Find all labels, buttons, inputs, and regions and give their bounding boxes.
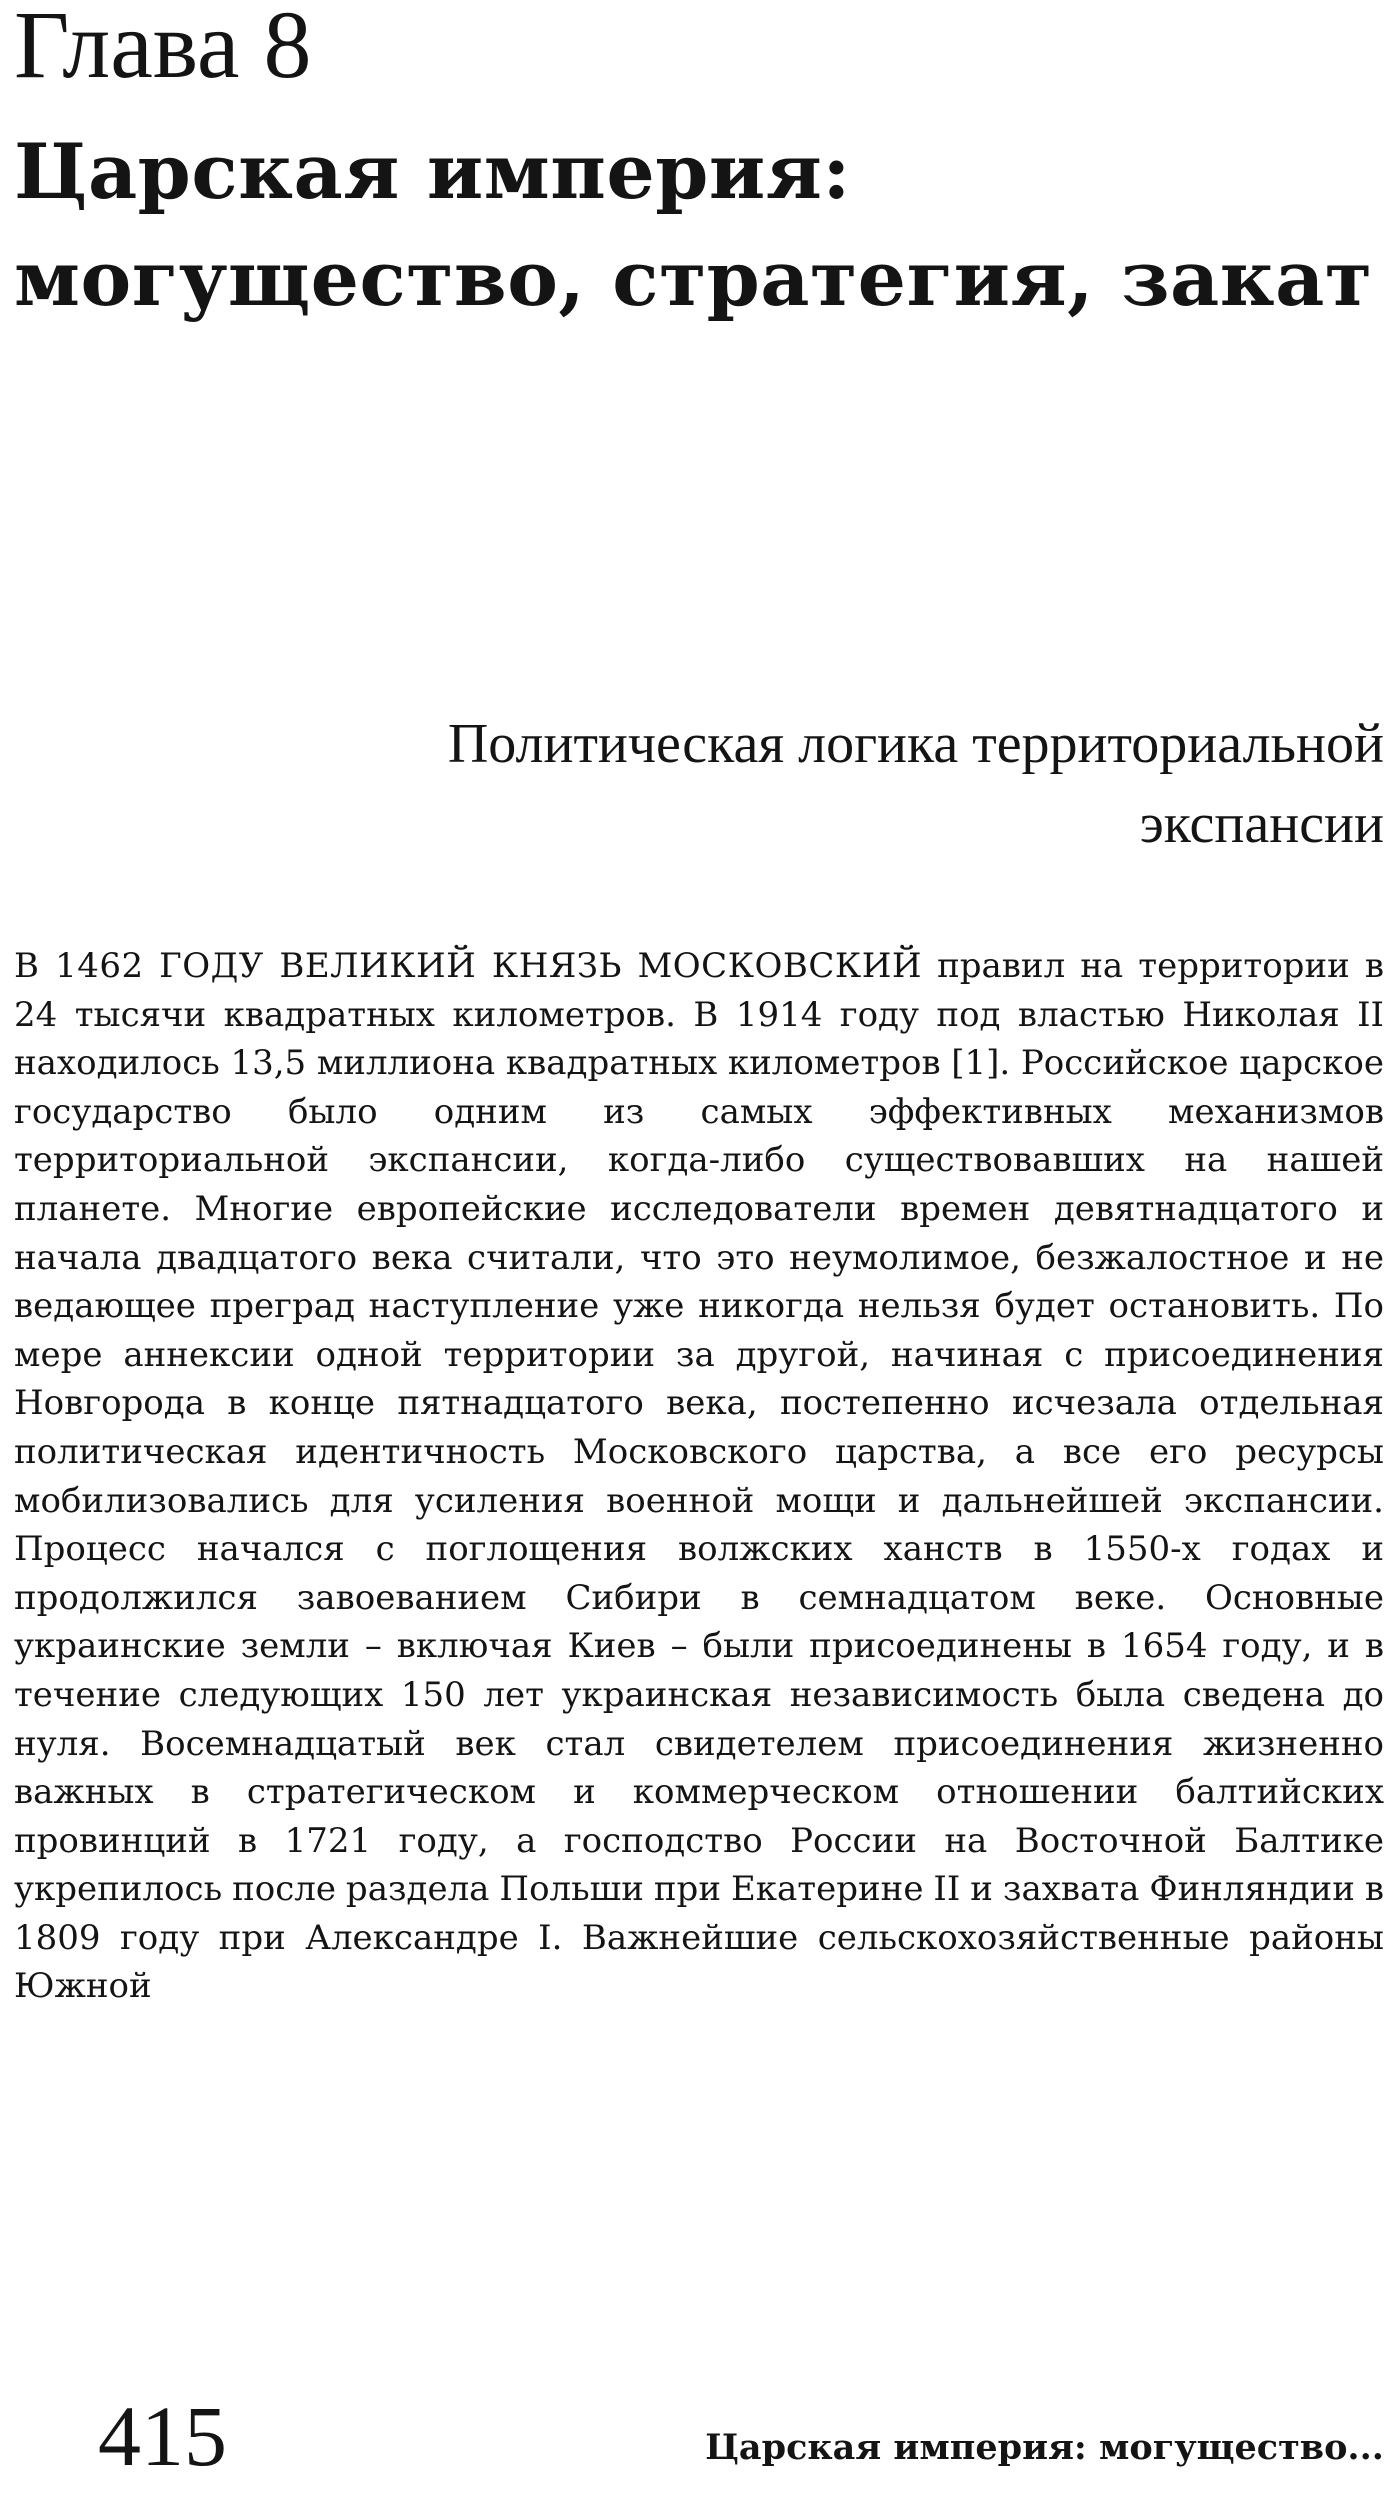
page-footer xyxy=(14,2386,1384,2486)
running-head: Царская империя: могущество... xyxy=(705,2427,1384,2468)
page-number: 415 xyxy=(98,2388,227,2484)
body-paragraph xyxy=(14,942,1384,2011)
chapter-label: Глава 8 xyxy=(14,0,312,98)
lead-in-caps: В 1462 ГОДУ ВЕЛИКИЙ КНЯЗЬ МОСКОВСКИЙ xyxy=(14,946,922,986)
chapter-title: Царская империя: могущество, стратегия, закат xyxy=(14,127,1373,323)
paragraph-text: правил на территории в 24 тысячи квадратных километров. В 1914 году под властью Николая II находилось 13,5 миллиона квадратных километров [1]. Российское царское государство было одним из самых эффективных механизмов территориальной экспансии, когда-либо существовавших на нашей планете. Многие европейские исследователи времен девятнадцатого и начала двадцатого века считали, что это неумолимое, безжалостное и не ведающее преград наступление уже никогда нельзя будет остановить. По мере аннексии одной территории за другой, начиная с присоединения Новгорода в конце пятнадцатого века, постепенно исчезала отдельная политическая идентичность Московского царства, а все его ресурсы мобилизовались для усиления военной мощи и дальнейшей экспансии. Процесс начался с поглощения волжских ханств в 1550-х годах и продолжился завоеванием Сибири в семнадцатом веке. Основные украинские земли – включая Киев – были присоединены в 1654 году, и в течение следующих 150 лет украинская независимость была сведена до нуля. Восемнадцатый век стал свидетелем присоединения жизненно важных в стратегическом и коммерческом отношении балтийских провинций в 1721 году, а господство России на Восточной Балтике укрепилось после раздела Польши при Екатерине II и захвата Финляндии в 1809 году при Александре I. Важнейшие сельскохозяйственные районы Южной xyxy=(14,946,1384,2007)
section-heading: Политическая логика территориальной экспансии xyxy=(447,713,1384,855)
